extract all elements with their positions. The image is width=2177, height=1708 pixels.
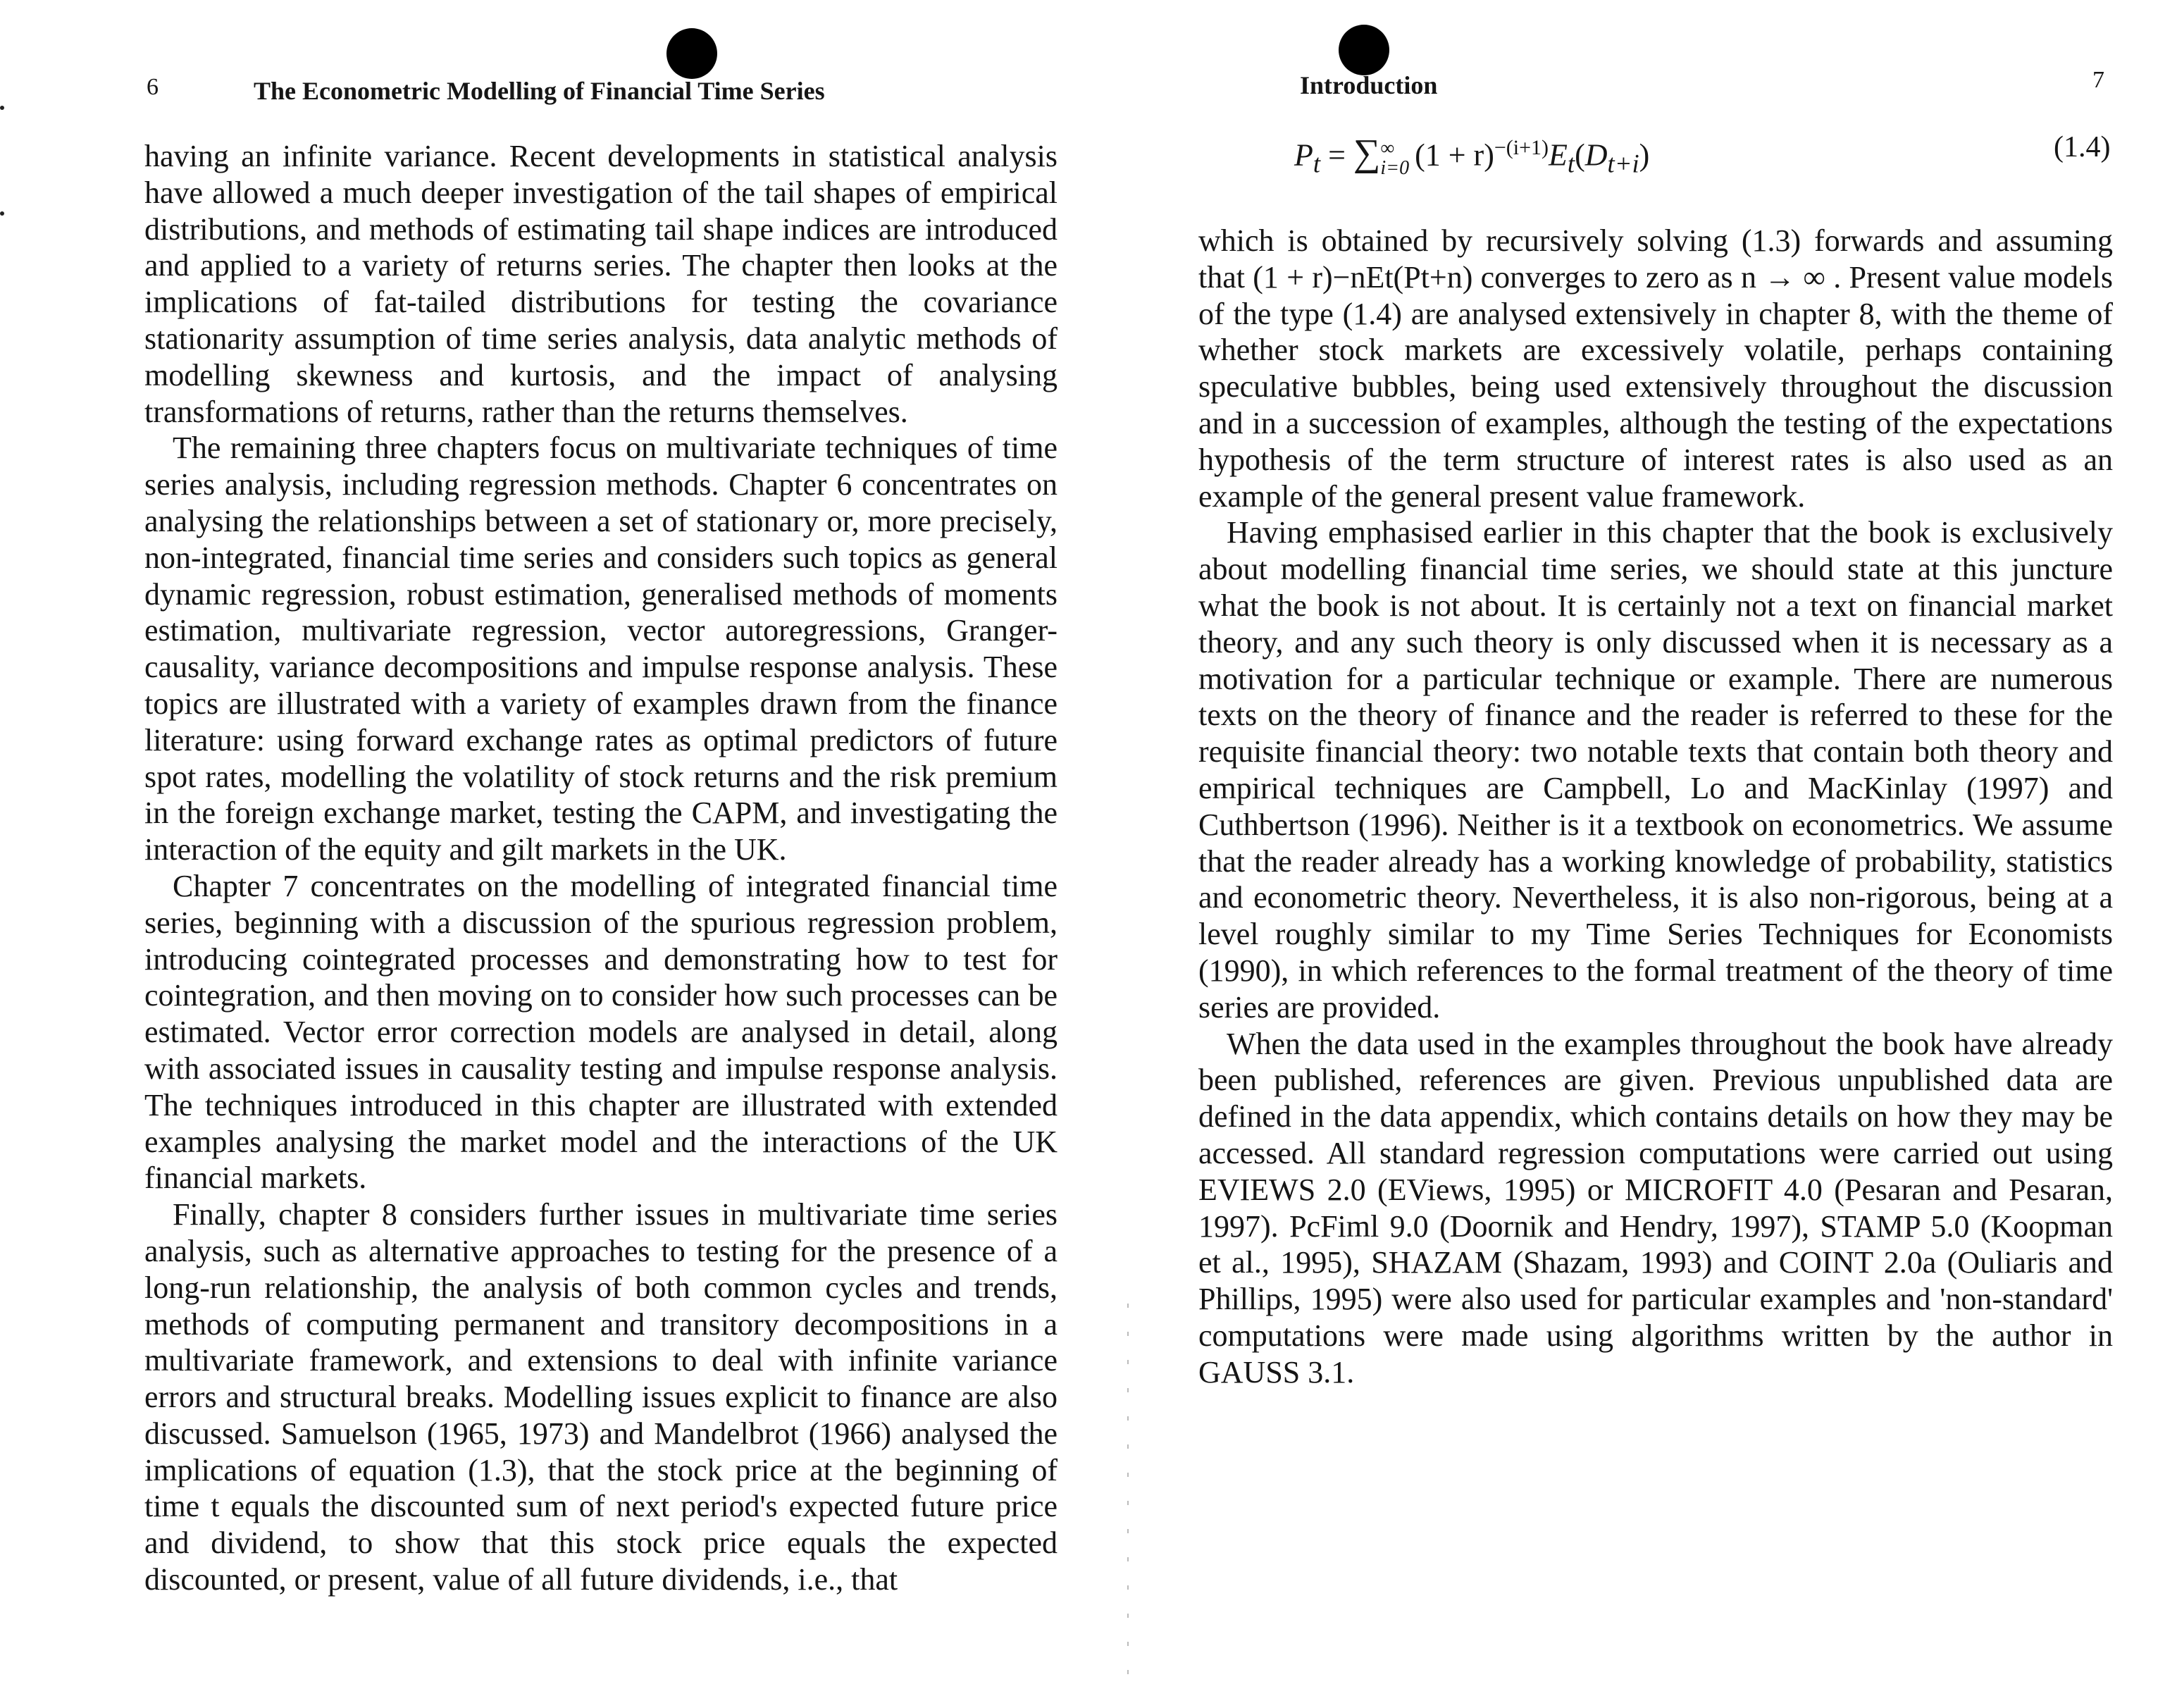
eq-lhs-sub: t [1313,149,1321,178]
margin-speck-top [0,106,4,110]
eq-base: (1 + r) [1415,137,1494,173]
right-page-body [1198,223,2113,1391]
eq-sum-upper: ∞ [1380,137,1395,159]
running-head-right: Introduction [1300,71,1438,99]
paragraph: having an infinite variance. Recent developments in statistical analysis have allowed a much deeper investigation of the tail shapes of empirical distributions, and methods of estimating tail shape indices are introduced and applied to a variety of returns series. The chapter then looks at the implications of fat-tailed distributions for testing the covariance stationarity assumption of time series analysis, data analytic methods of modelling skewness and kurtosis, and the impact of analysing transformations of returns, rather than the returns themselves. [144,139,1058,429]
paragraph: Having emphasised earlier in this chapter that the book is exclusively about modelling financial time series, we should state at this juncture what the book is not about. It is certainly not a text on financial market theory, and any such theory is only discussed when it is necessary as a motivation for a particular technique or example. There are numerous texts on the theory of finance and the reader is referred to these for the requisite financial theory: two notable texts that contain both theory and empirical techniques are Campbell, Lo and MacKinlay (1997) and Cuthbertson (1996). Neither is it a textbook on econometrics. We assume that the reader already has a working knowledge of probability, statistics and econometric theory. Nevertheless, it is also non-rigorous, being at a level roughly similar to my Time Series Techniques for Economists (1990), in which references to the formal treatment of the theory of time series are provided. [1198,515,2113,1025]
eq-arg: D [1584,137,1608,173]
margin-speck-bottom [0,211,4,216]
paragraph: Finally, chapter 8 considers further issues in multivariate time series analysis, such as alternative approaches to testing for the presence of a long-run relationship, the analysis of both common cycles and trends, methods of computing permanent and transitory decompositions in a multivariate framework, and extensions to deal with infinite variance errors and structural breaks. Modelling issues explicit to finance are also discussed. Samuelson (1965, 1973) and Mandelbrot (1966) analysed the implications of equation (1.3), that the stock price at the beginning of time t equals the discounted sum of next period's expected future price and dividend, to show that this stock price equals the expected discounted, or present, value of all future dividends, i.e., that [144,1197,1058,1597]
eq-arg-sub: t+i [1607,149,1639,178]
left-page-body [144,138,1058,1598]
eq-equals: = [1320,137,1353,173]
eq-exponent: −(i+1) [1494,136,1549,159]
punch-hole-right [1339,25,1389,75]
right-page [1088,0,2177,1708]
eq-sum: ∑ [1353,131,1381,174]
paragraph: Chapter 7 concentrates on the modelling of integrated financial time series, beginning with a discussion of the spurious regression problem, introducing cointegrated processes and demonstrating how to test for cointegration, and then moving on to consider how such processes can be estimated. Vector error correction models are analysed in detail, along with associated issues in causality testing and impulse response analysis. The techniques introduced in this chapter are illustrated with extended examples analysing the market model and the interactions of the UK financial markets. [144,868,1058,1196]
eq-sum-lower: i=0 [1380,156,1410,179]
left-page [0,0,1088,1708]
equation-number: (1.4) [2054,131,2111,163]
running-head-left: The Econometric Modelling of Financial Time Series [254,77,825,105]
page-number-right: 7 [2092,67,2104,93]
eq-close: ) [1639,137,1650,173]
paragraph: When the data used in the examples throughout the book have already been published, references are given. Previous unpublished data are defined in the data appendix, which contains details on how they may be accessed. All standard regression computations were carried out using EVIEWS 2.0 (EViews, 1995) or MICROFIT 4.0 (Pesaran and Pesaran, 1997). PcFiml 9.0 (Doornik and Hendry, 1997), STAMP 5.0 (Koopman et al., 1995), SHAZAM (Shazam, 1993) and COINT 2.0a (Ouliaris and Phillips, 1995) were also used for particular examples and 'non-standard' computations were made using algorithms written by the author in GAUSS 3.1. [1198,1026,2113,1390]
eq-open: ( [1575,137,1585,173]
paragraph: which is obtained by recursively solving (1.3) forwards and assuming that (1 + r)−nEt(Pt+n) converges to zero as n → ∞ . Present value models of the type (1.4) are analysed extensively in chapter 8, with the theme of whether stock markets are excessively volatile, perhaps containing speculative bubbles, being used extensively throughout the discussion and in a succession of examples, although the testing of the expectations hypothesis of the term structure of interest rates is also used as an example of the general present value framework. [1198,223,2113,514]
eq-expect-sub: t [1567,149,1575,178]
punch-hole-left [666,28,717,79]
paragraph: The remaining three chapters focus on multivariate techniques of time series analysis, including regression methods. Chapter 6 concentrates on analysing the relationships between a set of stationary or, more precisely, non-integrated, financial time series and considers such topics as general dynamic regression, robust estimation, generalised methods of moments estimation, multivariate regression, vector autoregressions, Granger-causality, variance decompositions and impulse response analysis. These topics are illustrated with a variety of examples drawn from the finance literature: using forward exchange rates as optimal predictors of future spot rates, modelling the volatility of stock returns and the risk premium in the foreign exchange market, testing the CAPM, and investigating the interaction of the equity and gilt markets in the UK. [144,431,1058,867]
eq-lhs: P [1294,137,1313,173]
eq-expect: E [1549,137,1568,173]
page-number-left: 6 [147,74,159,100]
equation-1-4 [1294,127,1649,185]
